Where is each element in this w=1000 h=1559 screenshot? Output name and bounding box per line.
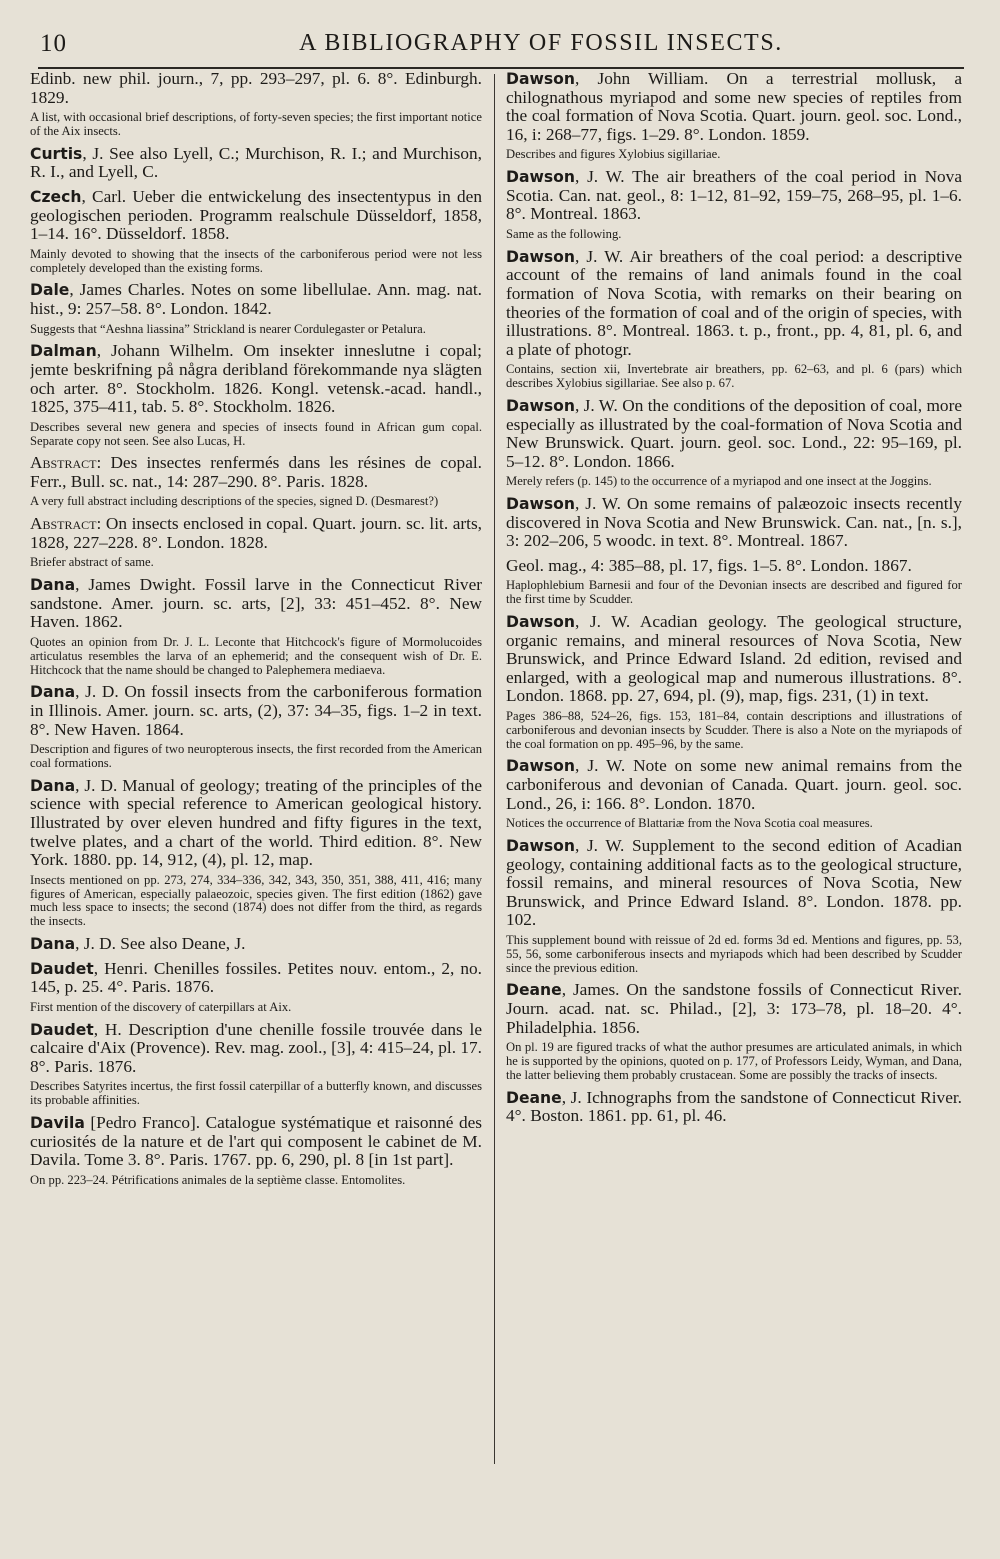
bibliography-entry <box>30 777 482 870</box>
citation-text: , Johann Wilhelm. Om insekter inneslutne i copal; jemte beskrifning på några deribland förekommande nya slägten och arter. 8°. Stockholm. 1826. Kongl. vetensk.-acad. handl., 1825, 375–411, tab. 5. 8°. Stockholm. 1826. <box>30 341 482 417</box>
note-text: Describes and figures Xylobius sigillariae. <box>506 147 721 162</box>
author-name: Daudet <box>30 1020 94 1039</box>
citation-text: , J. See also Lyell, C.; Murchison, R. I.; and Murchison, R. I., and Lyell, C. <box>30 143 482 182</box>
author-name: Czech <box>30 187 82 206</box>
note-text: On pl. 19 are figured tracks of what the author presumes are articulated animals, in which he is supported by the opinions, quoted on p. 177, of Professors Leidy, Wyman, and Dana, the latter believing them probably crustacean. Some are possibly the tracks of insects. <box>506 1040 962 1082</box>
author-name: Dalman <box>30 342 97 361</box>
citation-text: , J. D. Manual of geology; treating of the principles of the science with special reference to American geological history. Illustrated by over eleven hundred and fifty figures in the text, twelve plates, and a chart of the world. Third edition. 8°. New York. 1880. pp. 14, 912, (4), pl. 12, map. <box>30 775 482 870</box>
bibliography-entry <box>30 188 482 244</box>
citation-text: , H. Description d'une chenille fossile trouvée dans le calcaire d'Aix (Provence). Rev. mag. zool., [3], 4: 415–24, pl. 17. 8°. Paris. 1876. <box>30 1019 482 1076</box>
author-name: Dawson <box>506 70 575 88</box>
page-number: 10 <box>40 30 67 57</box>
annotation-note <box>506 710 962 751</box>
annotation-note <box>30 421 482 449</box>
note-text: On pp. 223–24. Pétrifications animales de la septième classe. Entomolites. <box>30 1172 406 1187</box>
annotation-note <box>506 363 962 391</box>
note-text: Describes several new genera and species of insects found in African gum copal. Separate copy not seen. See also Lucas, H. <box>30 419 482 448</box>
citation-text: , J. W. Note on some new animal remains from the carboniferous and devonian of Canada. Quart. journ. geol. soc. Lond., 26, i: 166. 8°. London. 1870. <box>506 756 962 813</box>
bibliography-entry <box>30 1021 482 1077</box>
author-name: Dana <box>30 683 76 702</box>
citation-text: , James. On the sandstone fossils of Connecticut River. Journ. acad. nat. sc. Philad., [2], 3: 173–78, pl. 18–20. 4°. Philadelphia. 1856. <box>506 980 962 1037</box>
citation-text: , Henri. Chenilles fossiles. Petites nouv. entom., 2, no. 145, p. 25. 4°. Paris. 1876. <box>30 958 482 997</box>
bibliography-entry <box>30 454 482 491</box>
author-name: Dawson <box>506 495 575 514</box>
citation-text: , Carl. Ueber die entwickelung des insectentypus in den geologischen perioden. Programm realschule Düsseldorf, 1858, 1–14. 16°. Düsseldorf. 1858. <box>30 186 482 244</box>
citation-text: , J. W. Acadian geology. The geological structure, organic remains, and mineral resources of Nova Scotia, New Brunswick, and Prince Edward Island. 2d edition, revised and enlarged, with a geological map and numerous illustrations. 8°. London. 1868. pp. 27, 694, pl. (9), map, figs. 231, (1) in text. <box>506 612 962 706</box>
annotation-note <box>506 475 962 489</box>
bibliography-entry <box>506 495 962 551</box>
citation-text: , James Charles. Notes on some libellulae. Ann. mag. nat. hist., 9: 257–58. 8°. London. 1842. <box>30 280 482 318</box>
citation-text: : Des insectes renfermés dans les résines de copal. Ferr., Bull. sc. nat., 14: 287–290. 8°. Paris. 1828. <box>30 453 482 491</box>
note-text: Insects mentioned on pp. 273, 274, 334–336, 342, 343, 350, 351, 388, 411, 416; many figures of American, especially palaeozoic, species given. The first edition (1862) gave much less space to insects; the second (1874) does not differ from the third, as regards the insects. <box>30 872 482 929</box>
bibliography-entry <box>30 935 482 954</box>
bibliography-entry <box>30 576 482 632</box>
annotation-note <box>506 934 962 975</box>
note-text: This supplement bound with reissue of 2d ed. forms 3d ed. Mentions and figures, pp. 53, 55, 56, some carboniferous insects and myriapods which had been described by Scudder since the previous edition. <box>506 932 962 975</box>
bibliography-entry <box>506 981 962 1037</box>
author-name: Dawson <box>506 247 575 266</box>
author-name: Dana <box>30 576 76 595</box>
note-text: Description and figures of two neuropterous insects, the first recorded from the American coal formations. <box>30 742 482 771</box>
bibliography-entry <box>506 1089 962 1126</box>
author-name: Dawson <box>506 168 575 187</box>
annotation-note <box>506 148 962 162</box>
bibliography-entry <box>30 70 482 107</box>
author-name: Abstract <box>30 514 97 534</box>
page-title: A BIBLIOGRAPHY OF FOSSIL INSECTS. <box>299 30 783 56</box>
annotation-note <box>506 579 962 607</box>
author-name: Deane <box>506 981 562 1000</box>
author-name: Curtis <box>30 144 83 163</box>
left-column <box>30 70 482 1535</box>
author-name: Dawson <box>506 396 575 415</box>
annotation-note <box>30 1080 482 1108</box>
annotation-note <box>30 1174 482 1188</box>
author-name: Dana <box>30 934 76 953</box>
bibliography-entry <box>30 683 482 739</box>
bibliography-entry <box>30 1114 482 1170</box>
annotation-note <box>30 743 482 771</box>
annotation-note <box>506 228 962 242</box>
note-text: A list, with occasional brief descriptions, of forty-seven species; the first important notice of the Aix insects. <box>30 110 482 138</box>
citation-text: , J. W. The air breathers of the coal period in Nova Scotia. Can. nat. geol., 8: 1–12, 81–92, 159–75, 268–95, pl. 1–6. 8°. Montreal. 1863. <box>506 167 962 224</box>
citation-text: Geol. mag., 4: 385–88, pl. 17, figs. 1–5. 8°. London. 1867. <box>506 555 912 575</box>
header-rule <box>38 67 964 69</box>
annotation-note <box>30 111 482 139</box>
note-text: Pages 386–88, 524–26, figs. 153, 181–84, contain descriptions and illustrations of carboniferous and devonian insects by Scudder. There is also a Note on the myriapods of the coal formation on pp. 495–96, by the same. <box>506 709 962 751</box>
citation-text: , J. D. See also Deane, J. <box>75 933 246 953</box>
author-name: Deane <box>506 1088 562 1107</box>
bibliography-entry <box>506 168 962 224</box>
citation-text: , John William. On a terrestrial mollusk, a chilognathous myriapod and some new species of reptiles from the coal formation of Nova Scotia. Quart. journ. geol. soc. Lond., 16, i: 268–77, figs. 1–29. 8°. London. 1859. <box>506 70 962 144</box>
note-text: Quotes an opinion from Dr. J. L. Leconte that Hitchcock's figure of Mormolucoides articulatus resembles the larva of an ephemerid; and the consequent wish of Dr. E. Hitchcock that the name should be changed to Palephemera mediaeva. <box>30 635 482 677</box>
bibliography-entry <box>506 557 962 576</box>
author-name: Abstract <box>30 453 97 473</box>
citation-text: Edinb. new phil. journ., 7, pp. 293–297, pl. 6. 8°. Edinburgh. 1829. <box>30 70 482 107</box>
column-divider <box>494 74 495 1464</box>
bibliography-entry <box>506 613 962 706</box>
note-text: Mainly devoted to showing that the insects of the carboniferous period were not less completely developed than the existing forms. <box>30 246 482 275</box>
bibliography-entry <box>30 515 482 552</box>
note-text: Haplophlebium Barnesii and four of the Devonian insects are described and figured for the first time by Scudder. <box>506 578 962 607</box>
note-text: Suggests that “Aeshna liassina” Strickland is nearer Cordulegaster or Petalura. <box>30 321 426 336</box>
author-name: Dana <box>30 776 76 795</box>
note-text: Describes Satyrites incertus, the first fossil caterpillar of a butterfly known, and discusses its probable affinities. <box>30 1079 482 1108</box>
citation-text: , J. W. On some remains of palæozoic insects recently discovered in Nova Scotia and New Brunswick. Can. nat., [n. s.], 3: 202–206, 5 woodc. in text. 8°. Montreal. 1867. <box>506 494 962 551</box>
bibliography-entry <box>30 145 482 182</box>
annotation-note <box>506 1041 962 1082</box>
annotation-note <box>30 1001 482 1015</box>
annotation-note <box>30 495 482 509</box>
bibliography-entry <box>30 960 482 997</box>
citation-text: , J. D. On fossil insects from the carboniferous formation in Illinois. Amer. journ. sc. arts, (2), 37: 34–35, figs. 1–2 in text. 8°. New Haven. 1864. <box>30 682 482 739</box>
citation-text: , James Dwight. Fossil larve in the Connecticut River sandstone. Amer. journ. sc. arts, [2], 33: 451–452. 8°. New Haven. 1862. <box>30 575 482 632</box>
bibliography-entry <box>506 757 962 813</box>
bibliography-entry <box>506 70 962 144</box>
annotation-note <box>30 556 482 570</box>
note-text: Briefer abstract of same. <box>30 555 154 570</box>
bibliography-entry <box>506 837 962 930</box>
author-name: Dawson <box>506 757 575 776</box>
author-name: Davila <box>30 1113 85 1132</box>
author-name: Dawson <box>506 613 575 632</box>
citation-text: , J. W. On the conditions of the deposition of coal, more especially as illustrated by the coal-formation of Nova Scotia and New Brunswick. Quart. journ. geol. soc. Lond., 22: 95–169, pl. 5–12. 8°. London. 1866. <box>506 395 962 471</box>
citation-text: , J. W. Supplement to the second edition of Acadian geology, containing additional facts as to the geological structure, fossil remains, and mineral resources of Nova Scotia, New Brunswick, and Prince Edward Island. 8°. London. 1878. pp. 102. <box>506 835 962 930</box>
annotation-note <box>30 323 482 337</box>
annotation-note <box>506 817 962 831</box>
citation-text: : On insects enclosed in copal. Quart. journ. sc. lit. arts, 1828, 227–228. 8°. London. 1828. <box>30 514 482 552</box>
annotation-note <box>30 874 482 929</box>
note-text: Contains, section xii, Invertebrate air breathers, pp. 62–63, and pl. 6 (pars) which describes Xylobius sigillariae. See also p. 67. <box>506 362 962 391</box>
author-name: Daudet <box>30 959 94 978</box>
annotation-note <box>30 636 482 677</box>
note-text: A very full abstract including descriptions of the species, signed D. (Desmarest?) <box>30 494 439 509</box>
page-header <box>38 26 964 62</box>
author-name: Dawson <box>506 836 575 855</box>
bibliography-entry <box>30 342 482 416</box>
bibliography-entry <box>30 281 482 318</box>
bibliography-entry <box>506 397 962 471</box>
annotation-note <box>30 248 482 276</box>
citation-text: , J. Ichnographs from the sandstone of Connecticut River. 4°. Boston. 1861. pp. 61, pl. 46. <box>506 1087 962 1126</box>
bibliography-entry <box>506 248 962 360</box>
citation-text: [Pedro Franco]. Catalogue systématique et raisonné des curiosités de la nature et de l'art qui composent le cabinet de M. Davila. Tome 3. 8°. Paris. 1767. pp. 6, 290, pl. 8 [in 1st part]. <box>30 1112 482 1170</box>
author-name: Dale <box>30 281 70 300</box>
note-text: First mention of the discovery of caterpillars at Aix. <box>30 999 292 1014</box>
note-text: Same as the following. <box>506 226 622 241</box>
right-column <box>506 70 962 1535</box>
citation-text: , J. W. Air breathers of the coal period: a descriptive account of the remains of land animals found in the coal formation of Nova Scotia, with remarks on their bearing on theories of the formation of coal and of the origin of species, with illustrations. 8°. Montreal. 1863. t. p., front., pp. 4, 81, pl. 6, and a plate of photogr. <box>506 246 962 359</box>
note-text: Merely refers (p. 145) to the occurrence of a myriapod and one insect at the Joggins. <box>506 474 932 489</box>
note-text: Notices the occurrence of Blattariæ from the Nova Scotia coal measures. <box>506 816 873 831</box>
